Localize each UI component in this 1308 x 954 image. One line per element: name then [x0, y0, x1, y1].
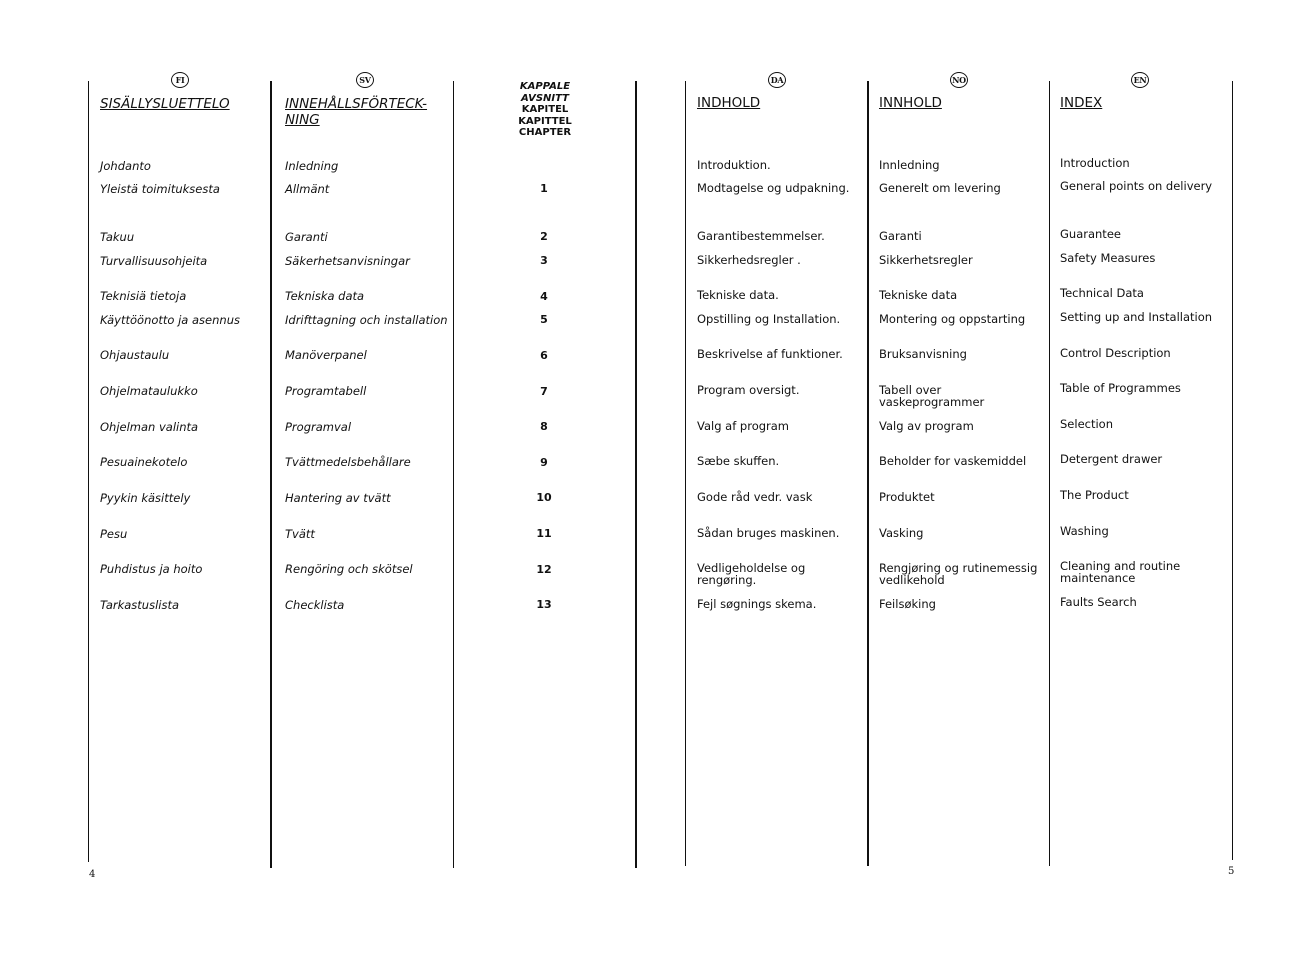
toc-item: Feilsøking — [879, 597, 936, 611]
column-rule — [1049, 81, 1050, 866]
toc-item: Pesuainekotelo — [100, 455, 188, 469]
section-title-sv-cont: NING — [285, 112, 320, 128]
column-rule — [453, 81, 454, 868]
section-title-fi: SISÄLLYSLUETTELO — [100, 96, 230, 112]
toc-item: Setting up and Installation — [1060, 310, 1213, 324]
chapter-label: KAPITEL — [521, 104, 569, 116]
toc-item: Selection — [1060, 417, 1113, 431]
toc-item: Control Description — [1060, 346, 1171, 360]
toc-item: Opstilling og Installation. — [697, 312, 841, 326]
toc-item: Rengjøring og rutinemessig vedlikehold — [879, 561, 1038, 587]
toc-item: Sæbe skuffen. — [697, 454, 780, 468]
chapter-number: 12 — [536, 563, 552, 576]
toc-item: Tvättmedelsbehållare — [285, 455, 411, 469]
chapter-label: AVSNITT — [521, 92, 569, 104]
column-rule — [270, 81, 272, 868]
language-badge-no: NO — [950, 72, 968, 88]
toc-item: Rengöring och skötsel — [285, 562, 413, 576]
toc-item: Generelt om levering — [879, 181, 1001, 195]
section-title-en: INDEX — [1060, 95, 1103, 111]
toc-item: Hantering av tvätt — [285, 491, 391, 505]
toc-item: Gode råd vedr. vask — [697, 490, 813, 504]
toc-item: Garanti — [285, 230, 328, 244]
chapter-number: 3 — [540, 254, 548, 267]
column-rule — [88, 81, 89, 862]
toc-item: Bruksanvisning — [879, 347, 967, 361]
toc-item: Allmänt — [285, 182, 330, 196]
toc-item: Ohjaustaulu — [100, 348, 170, 362]
toc-item: General points on delivery — [1060, 179, 1213, 193]
toc-item: Takuu — [100, 230, 135, 244]
toc-item: Valg af program — [697, 419, 790, 433]
toc-item: Tekniska data — [285, 289, 365, 303]
toc-item: Puhdistus ja hoito — [100, 562, 203, 576]
toc-item: Yleistä toimituksesta — [100, 182, 220, 196]
toc-item: Turvallisuusohjeita — [100, 254, 208, 268]
chapter-number: 13 — [536, 598, 552, 611]
toc-item: Guarantee — [1060, 227, 1121, 241]
chapter-number: 1 — [540, 182, 548, 195]
chapter-label: KAPITTEL — [518, 115, 572, 127]
toc-item: Sådan bruges maskinen. — [697, 526, 840, 540]
toc-item: Detergent drawer — [1060, 452, 1163, 466]
toc-item: Idrifttagning och installation — [285, 313, 448, 327]
language-badge-sv: SV — [356, 72, 374, 88]
toc-item: Introduction — [1060, 156, 1130, 170]
chapter-number: 11 — [536, 527, 552, 540]
toc-item: Tarkastuslista — [100, 598, 180, 612]
toc-item: Checklista — [285, 598, 345, 612]
toc-item: Montering og oppstarting — [879, 312, 1026, 326]
toc-item: Safety Measures — [1060, 251, 1156, 265]
toc-item: Käyttöönotto ja asennus — [100, 313, 240, 327]
chapter-label: CHAPTER — [518, 127, 572, 139]
chapter-number: 10 — [536, 491, 552, 504]
page-number-right: 5 — [1228, 866, 1235, 877]
toc-item: Garanti — [879, 229, 922, 243]
toc-item: Beholder for vaskemiddel — [879, 454, 1027, 468]
toc-item: Modtagelse og udpakning. — [697, 181, 850, 195]
chapter-number: 8 — [540, 420, 548, 433]
page-number-left: 4 — [89, 869, 96, 880]
toc-item: Tabell over vaskeprogrammer — [879, 383, 985, 409]
toc-item: Tekniske data — [879, 288, 958, 302]
toc-item: Johdanto — [100, 159, 151, 173]
toc-item: Ohjelmataulukko — [100, 384, 198, 398]
toc-item: Teknisiä tietoja — [100, 289, 187, 303]
toc-item: Sikkerhedsregler . — [697, 253, 801, 267]
chapter-number: 4 — [540, 290, 548, 303]
toc-item: Manöverpanel — [285, 348, 367, 362]
toc-item: Garantibestemmelser. — [697, 229, 825, 243]
section-title-no: INNHOLD — [879, 95, 942, 111]
toc-item: Valg av program — [879, 419, 974, 433]
toc-item: Inledning — [285, 159, 339, 173]
language-badge-en: EN — [1131, 72, 1149, 88]
column-rule — [685, 81, 686, 866]
toc-item: Produktet — [879, 490, 935, 504]
language-badge-da: DA — [768, 72, 786, 88]
column-rule — [1232, 81, 1233, 860]
toc-item: Table of Programmes — [1060, 381, 1181, 395]
toc-item: Innledning — [879, 158, 940, 172]
toc-item: Cleaning and routine maintenance — [1060, 559, 1181, 585]
toc-item: Vedligeholdelse og rengøring. — [697, 561, 806, 587]
toc-item: Beskrivelse af funktioner. — [697, 347, 843, 361]
toc-item: Tekniske data. — [697, 288, 779, 302]
toc-item: Fejl søgnings skema. — [697, 597, 817, 611]
toc-item: Vasking — [879, 526, 924, 540]
chapter-label: KAPPALE — [519, 81, 571, 92]
toc-item: Faults Search — [1060, 595, 1137, 609]
toc-item: Programtabell — [285, 384, 367, 398]
language-badge-fi: FI — [171, 72, 189, 88]
chapter-header — [505, 81, 585, 139]
section-title-da: INDHOLD — [697, 95, 761, 111]
toc-item: The Product — [1060, 488, 1129, 502]
toc-item: Pyykin käsittely — [100, 491, 191, 505]
chapter-number: 7 — [540, 385, 548, 398]
section-title-sv: INNEHÅLLSFÖRTECK- — [285, 96, 428, 112]
chapter-number: 6 — [540, 349, 548, 362]
chapter-number: 9 — [540, 456, 548, 469]
toc-item: Ohjelman valinta — [100, 420, 199, 434]
chapter-number: 2 — [540, 230, 548, 243]
toc-item: Tvätt — [285, 527, 315, 541]
toc-item: Program oversigt. — [697, 383, 800, 397]
toc-item: Introduktion. — [697, 158, 771, 172]
toc-item: Technical Data — [1060, 286, 1144, 300]
column-rule — [635, 81, 637, 868]
toc-item: Programval — [285, 420, 352, 434]
chapter-number: 5 — [540, 313, 548, 326]
toc-item: Sikkerhetsregler — [879, 253, 973, 267]
toc-item: Säkerhetsanvisningar — [285, 254, 410, 268]
toc-item: Washing — [1060, 524, 1109, 538]
toc-item: Pesu — [100, 527, 128, 541]
column-rule — [867, 81, 869, 866]
